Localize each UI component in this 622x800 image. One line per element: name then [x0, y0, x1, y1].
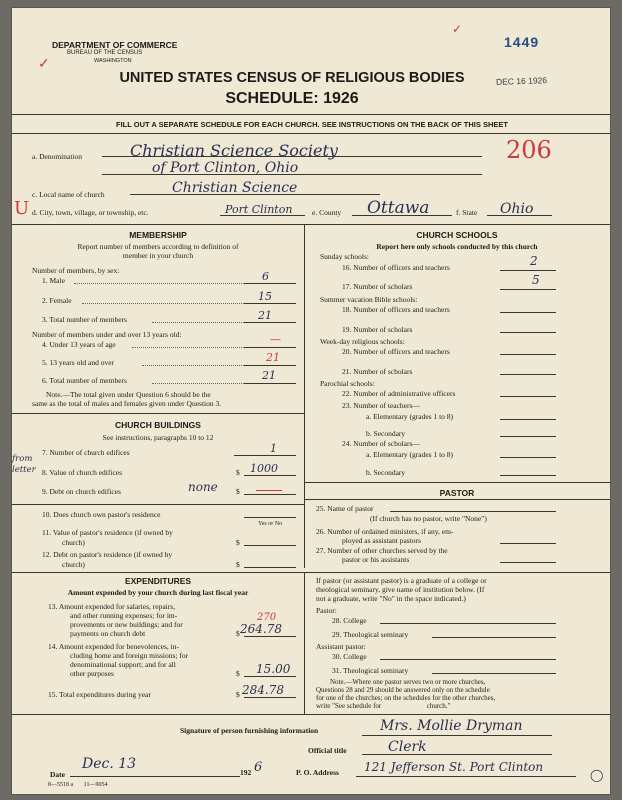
circle-mark: ◯: [590, 768, 604, 782]
po-address-value: 121 Jefferson St. Port Clinton: [364, 760, 544, 774]
dollar-sign: $: [236, 468, 240, 477]
q10-label: 10. Does church own pastor's residence: [42, 510, 161, 519]
field-line: [500, 419, 556, 420]
field-line: [244, 365, 296, 366]
q5-label: 5. 13 years old and over: [42, 358, 115, 367]
q13-label-3: provements or new buildings; and for: [70, 620, 183, 629]
field-line: [356, 776, 576, 777]
year-prefix: 192: [240, 768, 252, 777]
schools-heading: CHURCH SCHOOLS: [416, 230, 498, 240]
signature-label: Signature of person furnishing information: [180, 726, 319, 735]
q17-value: 5: [532, 273, 540, 287]
serial-number: 1449: [504, 34, 540, 50]
q13-value: 264.78: [240, 622, 282, 636]
q1-label: 1. Male: [42, 276, 65, 285]
pastor-note-3: for one of the churches; on the schedules for the other churches,: [316, 694, 496, 702]
pastor-note: Note.—Where one pastor serves two or more churches,: [330, 678, 486, 686]
q9-value: none: [188, 480, 218, 494]
date-value: Dec. 13: [82, 756, 137, 772]
field-line: [500, 543, 556, 544]
state-value: Ohio: [500, 201, 534, 217]
signature-value: Mrs. Mollie Dryman: [380, 718, 523, 734]
leader-dots: [82, 303, 244, 304]
field-line: [244, 545, 296, 546]
city-label: WASHINGTON: [94, 58, 132, 64]
denomination-value: Christian Science Society: [130, 141, 338, 160]
divider: [12, 224, 610, 225]
dollar-sign: $: [236, 669, 240, 678]
q25-note: (If church has no pastor, write "None"): [370, 514, 487, 523]
pastor-heading: PASTOR: [439, 488, 475, 498]
leader-dots: [74, 283, 244, 284]
field-line: [500, 396, 556, 397]
field-line: [390, 511, 556, 512]
expenditures-heading: EXPENDITURES: [124, 576, 192, 586]
field-line: [244, 283, 296, 284]
q7-label: 7. Number of church edifices: [42, 448, 130, 457]
po-address-label: P. O. Address: [296, 768, 339, 777]
field-line: [500, 436, 556, 437]
margin-u-mark: U: [14, 198, 30, 219]
divider: [12, 714, 610, 715]
leader-dots: [152, 383, 244, 384]
pastor-note-4: write "See schedule for church.": [316, 702, 451, 710]
q6-label: 6. Total number of members: [42, 376, 127, 385]
field-line: [244, 347, 296, 348]
q2-value: 15: [258, 290, 272, 303]
field-line: [244, 494, 296, 495]
q13-red-correction: 270: [257, 612, 277, 623]
divider: [12, 133, 610, 134]
column-divider: [304, 224, 305, 568]
divider: [304, 482, 610, 483]
q16-value: 2: [530, 254, 538, 268]
q23a-label: a. Elementary (grades 1 to 8): [366, 412, 454, 421]
field-line: [500, 312, 556, 313]
q4-label: 4. Under 13 years of age: [42, 340, 116, 349]
membership-note: Note.—The total given under Question 6 should be the: [46, 390, 211, 399]
q13-label-2: and other running expenses; for im-: [70, 611, 178, 620]
form-title: UNITED STATES CENSUS OF RELIGIOUS BODIES: [119, 70, 465, 86]
state-label: f. State: [456, 208, 478, 217]
field-line: [380, 623, 556, 624]
schools-sub: Report here only schools conducted by this church: [376, 242, 538, 251]
dollar-sign: $: [236, 690, 240, 699]
q3-label: 3. Total number of members: [42, 315, 127, 324]
membership-note-2: same as the total of males and females given under Question 3.: [32, 399, 222, 408]
q15-value: 284.78: [242, 683, 284, 697]
q19-label: 19. Number of scholars: [342, 325, 413, 334]
red-strike-mark: [256, 490, 282, 491]
year-value: 6: [254, 760, 263, 775]
leader-dots: [132, 347, 244, 348]
field-line: [244, 676, 296, 677]
q22-label: 22. Number of administrative officers: [342, 389, 456, 398]
field-line: [244, 636, 296, 637]
bureau-label: BUREAU OF THE CENSUS: [67, 50, 143, 56]
q28-label: 28. College: [332, 616, 367, 625]
census-schedule-sheet: [12, 8, 610, 794]
membership-intro: Report number of members according to definition of: [77, 242, 239, 251]
field-line: [362, 735, 552, 736]
q16-label: 16. Number of officers and teachers: [342, 263, 450, 272]
q5-value: 21: [266, 351, 280, 364]
field-line: [500, 270, 556, 271]
field-line: [500, 475, 556, 476]
field-line: [244, 517, 296, 518]
divider: [12, 114, 610, 115]
field-line: [432, 637, 556, 638]
field-line: [500, 354, 556, 355]
field-line: [244, 303, 296, 304]
graduate-note-2: theological seminary, give name of institution below. (If: [316, 585, 485, 594]
q6-value: 21: [262, 369, 276, 382]
denomination-label: a. Denomination: [32, 152, 82, 161]
q7-value: 1: [270, 442, 277, 455]
q20-label: 20. Number of officers and teachers: [342, 347, 450, 356]
q12-label-2: church): [62, 560, 85, 569]
weekday-label: Week-day religious schools:: [320, 337, 405, 346]
divider: [304, 499, 610, 500]
leader-dots: [142, 365, 244, 366]
graduate-note-3: not a graduate, write "No" in the space indicated.): [316, 594, 466, 603]
q21-label: 21. Number of scholars: [342, 367, 413, 376]
red-code-number: 206: [506, 136, 552, 164]
q12-label: 12. Debt on pastor's residence (if owned by: [42, 550, 173, 559]
buildings-heading: CHURCH BUILDINGS: [115, 420, 201, 430]
local-name-label: c. Local name of church: [32, 190, 105, 199]
local-name-value: Christian Science: [172, 180, 298, 196]
q26-label: 26. Number of ordained ministers, if any, em-: [316, 527, 454, 536]
q13-label-4: payments on church debt: [70, 629, 146, 638]
yes-no-hint: Yes or No: [258, 521, 283, 527]
q8-label: 8. Value of church edifices: [42, 468, 123, 477]
red-check-mark: ✓: [38, 57, 50, 72]
city-label: d. City, town, village, or township, etc.: [32, 208, 149, 217]
dollar-sign: $: [236, 487, 240, 496]
assistant-pastor-label: Assistant pastor:: [316, 642, 366, 651]
q27-label: 27. Number of other churches served by the: [316, 546, 448, 555]
q27-label-2: pastor or his assistants: [342, 555, 410, 564]
official-title-value: Clerk: [388, 739, 427, 755]
membership-intro-2: member in your church: [122, 251, 194, 260]
q14-label-3: denominational support; and for all: [70, 660, 176, 669]
field-line: [500, 332, 556, 333]
q17-label: 17. Number of scholars: [342, 282, 413, 291]
q11-label: 11. Value of pastor's residence (if owned by: [42, 528, 173, 537]
dollar-sign: $: [236, 629, 240, 638]
pastor-note-2: Questions 28 and 29 should be answered only on the schedule: [316, 686, 490, 694]
q2-label: 2. Female: [42, 296, 72, 305]
q15-label: 15. Total expenditures during year: [48, 690, 151, 699]
county-value: Ottawa: [367, 198, 430, 218]
city-value: Port Clinton: [225, 203, 293, 216]
field-line: [500, 289, 556, 290]
denomination-value-line2: of Port Clinton, Ohio: [152, 160, 299, 176]
dollar-sign: $: [236, 538, 240, 547]
received-date-stamp: DEC 16 1926: [495, 75, 548, 87]
department-label: DEPARTMENT OF COMMERCE: [52, 40, 178, 50]
divider: [12, 413, 304, 414]
age-label: Number of members under and over 13 years old:: [32, 330, 182, 339]
divider: [12, 504, 304, 505]
field-line: [70, 776, 240, 777]
instructions-banner: FILL OUT A SEPARATE SCHEDULE FOR EACH CHURCH. SEE INSTRUCTIONS ON THE BACK OF THIS SHEET: [116, 120, 508, 129]
q13-label: 13. Amount expended for salaries, repairs,: [48, 602, 176, 611]
q3-value: 21: [258, 309, 272, 322]
field-line: [244, 383, 296, 384]
q9-label: 9. Debt on church edifices: [42, 487, 121, 496]
q26-label-2: ployed as assistant pastors: [342, 536, 421, 545]
field-line: [244, 475, 296, 476]
column-divider: [304, 572, 305, 714]
membership-heading: MEMBERSHIP: [129, 230, 187, 240]
q14-label-4: other purposes: [70, 669, 114, 678]
leader-dots: [152, 322, 244, 323]
q1-value: 6: [262, 270, 269, 283]
field-line: [244, 322, 296, 323]
field-line: [432, 673, 556, 674]
q8-value: 1000: [250, 462, 278, 475]
field-line: [500, 374, 556, 375]
expenditures-sub: Amount expended by your church during last fiscal year: [67, 588, 249, 597]
field-line: [500, 562, 556, 563]
q14-value: 15.00: [256, 662, 291, 676]
field-line: [244, 697, 296, 698]
q11-label-2: church): [62, 538, 85, 547]
margin-note-from-letter: from letter: [12, 454, 36, 475]
print-code: 8—5518 a 11—9054: [48, 782, 108, 788]
q18-label: 18. Number of officers and teachers: [342, 305, 450, 314]
q14-label-2: cluding home and foreign missions; for: [70, 651, 189, 660]
q30-label: 30. College: [332, 652, 367, 661]
parochial-label: Parochial schools:: [320, 379, 375, 388]
sunday-label: Sunday schools:: [320, 252, 369, 261]
graduate-note: If pastor (or assistant pastor) is a graduate of a college or: [316, 576, 487, 585]
buildings-sub: See instructions, paragraphs 10 to 12: [102, 433, 214, 442]
q25-label: 25. Name of pastor: [316, 504, 374, 513]
official-title-label: Official title: [308, 746, 347, 755]
field-line: [380, 659, 556, 660]
q4-value: —: [270, 333, 281, 346]
date-label: Date: [50, 770, 65, 779]
q24-label: 24. Number of scholars—: [342, 439, 420, 448]
q23b-label: b. Secondary: [366, 429, 406, 438]
county-label: e. County: [312, 208, 342, 217]
vacation-label: Summer vacation Bible schools:: [320, 295, 418, 304]
pastor-sub-label: Pastor:: [316, 606, 337, 615]
q14-label: 14. Amount expended for benevolences, in-: [48, 642, 180, 651]
divider: [12, 572, 610, 573]
field-line: [234, 455, 296, 456]
dollar-sign: $: [236, 560, 240, 569]
q24a-label: a. Elementary (grades 1 to 8): [366, 450, 454, 459]
by-sex-label: Number of members, by sex:: [32, 266, 120, 275]
field-line: [244, 567, 296, 568]
q24b-label: b. Secondary: [366, 468, 406, 477]
red-tick-mark: ✓: [452, 22, 463, 36]
q29-label: 29. Theological seminary: [332, 630, 409, 639]
schedule-year: SCHEDULE: 1926: [225, 90, 359, 107]
q31-label: 31. Theological seminary: [332, 666, 409, 675]
q23-label: 23. Number of teachers—: [342, 401, 420, 410]
field-line: [500, 457, 556, 458]
